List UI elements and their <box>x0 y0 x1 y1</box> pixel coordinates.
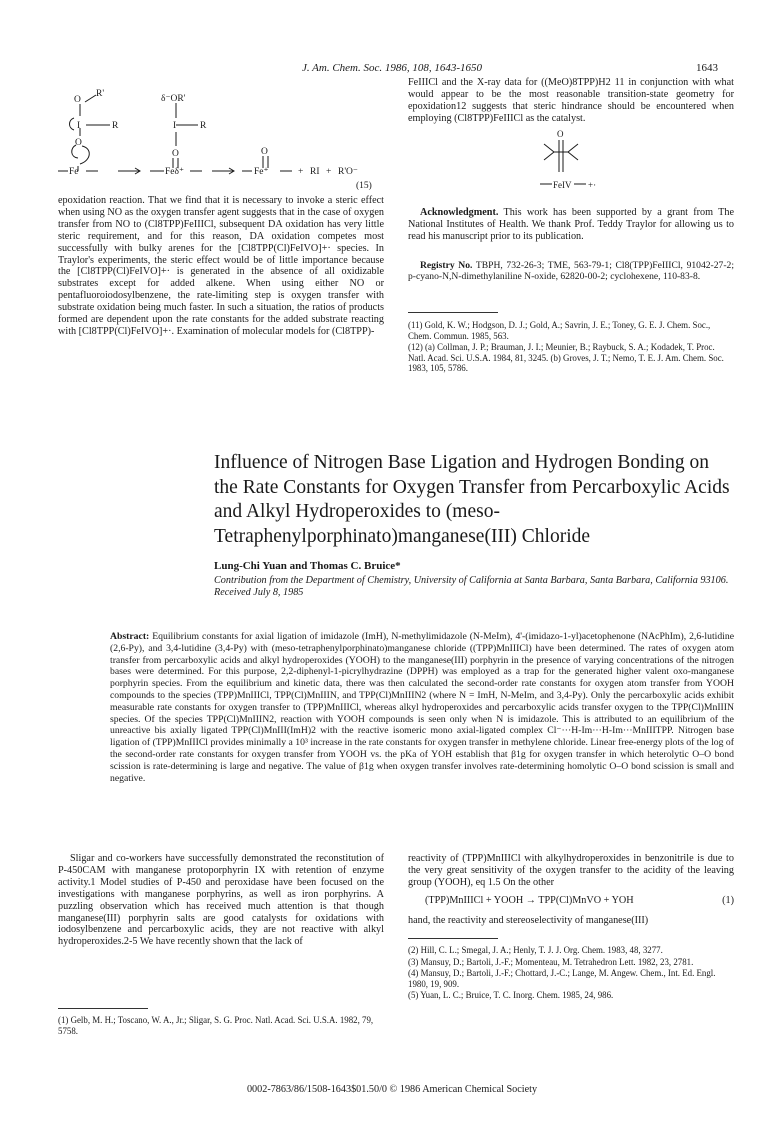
scheme-o-3: O <box>261 147 268 157</box>
journal-header: J. Am. Chem. Soc. 1986, 108, 1643-1650 <box>301 62 483 74</box>
footnote-11: (11) Gold, K. W.; Hodgson, D. J.; Gold, A.; Savrin, J. E.; Toney, G. E. J. Chem. Soc., Chem. Commun. 1985, 563. <box>408 320 711 341</box>
left-top-paragraph: epoxidation reaction. That we find that it is necessary to invoke a steric effect when using NO as the oxygen transfer agent suggests that in the case of oxygen transfer from NO to (Cl8TPP)FeIIICl, subsequent DA oxidation has very little steric requirement, and for this reason, DA oxidation competes most successfully with bulky arenes for the [Cl8TPP(Cl)FeIVO]+· species. In Traylor's experiments, the steric effect would be of little importance because the [Cl8TPP(Cl)FeIVO]+· is generated in the absence of all oxidizable substrates except for added alkene. When using either NO or pentafluoroiodosylbenzene, the rate-limiting step is oxygen transfer with substrate oxidation being much faster. In such a situation, the ratios of products formed are dependent upon the rate constants for the added substrate reacting with [Cl8TPP(Cl)FeIVO]+·. Examination of molecular models for (Cl8TPP)- <box>58 195 384 337</box>
right-column-bottom-2 <box>408 915 734 927</box>
scheme-fe-delta: Feδ⁺ <box>165 167 184 177</box>
footnote-rule-top-right <box>408 312 498 313</box>
scheme-ro-minus: R'O⁻ <box>338 167 358 177</box>
footnote-rule-left <box>58 1008 148 1009</box>
abstract-text: Equilibrium constants for axial ligation of imidazole (ImH), N-methylimidazole (N-MeIm), 4'-(imidazo-1-yl)acetophenone (NAcPhIm), 2,6-lutidine (2,6-Py), and 3,4-lutidine (3,4-Py) with (meso-tetraphenylporphinato)manganese chloride ((TPP)MnIIICl) have been determined. The rates of oxygen atom transfer from percarboxylic acids and alkyl hydroperoxides (YOOH) to the manganese(III) porphyrin in the presence of varying concentrations of the nitrogen bases were determined. For this purpose, 2,2-diphenyl-1-picrylhydrazine (DPPH) was employed as a trap for the generated higher valent oxo-manganese porphyrin species. From the equilibrium and kinetic data, there was then calculated the second-order rate constants for oxygen atom transfer from YOOH compounds to the species (TPP)MnIIICl, TPP(Cl)MnIIIN, and TPP(Cl)MnIIIN2 (where N = ImH, N-MeIm, and 3,4-Py). Only the percarboxylic acids exhibit measurable rate constants for oxygen transfer to (TPP)MnIIICl, whereas alkyl hydroperoxides and percarboxylic acids transfer oxygen to the TPP(Cl)MnIIIN species. Of the species TPP(Cl)MnIIIN2, reaction with YOOH compounds is seen only when N is imidazole. This is attributed to an equilibrium of the unreactive bis axially ligated TPP(Cl)MnIII(ImH)2 with the reactive isomeric mono axial-ligated complex Cl⁻···H-Im···H-Im···MnIIITPP. Nitrogen base ligation of (TPP)MnIIICl provides minimally a 10³ increase in the rate constants for oxygen transfer in methylene chloride. Linear free-energy plots of the log of the second-order rate constants for oxygen transfer from YOOH vs. the pKa of YOH establish that β1g for oxygen transfer in which heterolytic O–O bond scission is rate-determining is large and negative. The value of β1g when oxygen transfer involves rate-determining homolytic O–O bond scission is small and negative. <box>110 631 735 784</box>
reaction-scheme-15 <box>58 88 378 200</box>
footnote-5: (5) Yuan, L. C.; Bruice, T. C. Inorg. Chem. 1985, 24, 986. <box>408 990 614 1001</box>
footnote-3: (3) Mansuy, D.; Bartoli, J.-F.; Momenteau, M. Tetrahedron Lett. 1982, 23, 2781. <box>408 956 694 967</box>
ack-text: This work has been supported by a grant from The National Institutes of Health. We thank Prof. Teddy Traylor for allowing us to read his manuscript prior to its publication. <box>408 207 734 242</box>
scheme-o-top: O <box>74 95 81 105</box>
scheme-fe-1: Fe <box>69 167 79 177</box>
page-footer: 0002-7863/86/1508-1643$01.50/0 © 1986 American Chemical Society <box>246 1084 538 1095</box>
right-column-top <box>408 77 734 125</box>
scheme-fe-plus: Fe⁺ <box>254 167 269 177</box>
intro-paragraph: Sligar and co-workers have successfully demonstrated the reconstitution of P-450CAM with manganese protoporphyrin IX with retention of enzyme activity.1 Model studies of P-450 and peroxidase have been focused on the investigations with manganese porphyrins, as well as iron porphyrins. A puzzling observation which has received much attention is that though manganese(III) porphyrin salts are good catalysts for oxidations with iodosylbenzene and percarboxylic acids, they are not reactive with alkyl hydroperoxides.2-5 We have recently shown that the lack of <box>58 853 384 948</box>
equation-1-text: (TPP)MnIIICl + YOOH → TPP(Cl)MnVO + YOH <box>425 895 634 906</box>
scheme-i: I <box>77 121 81 131</box>
footnote-4: (4) Mansuy, D.; Bartoli, J.-F.; Chottard, J.-C.; Lange, M. Angew. Chem., Int. Ed. Engl. 1980, 19, 909. <box>408 968 716 989</box>
right-bottom-paragraph-2: hand, the reactivity and stereoselectivity of manganese(III) <box>408 915 649 926</box>
left-column-top <box>58 195 384 338</box>
scheme-r: R <box>112 121 119 131</box>
abstract-label: Abstract: <box>110 631 150 642</box>
scheme-r-2: R <box>200 121 207 131</box>
scheme-ri: RI <box>310 167 320 177</box>
scheme-eq-number: (15) <box>356 181 372 191</box>
scheme-r-prime: R' <box>96 89 105 99</box>
scheme-delta-or: δ⁻OR' <box>161 94 186 104</box>
abstract <box>110 631 734 784</box>
article-affiliation: Contribution from the Department of Chemistry, University of California at Santa Barbara, Santa Barbara, California 93106. Received July 8, 1985 <box>214 575 729 598</box>
footnote-rule-bottom-right <box>408 938 498 939</box>
scheme-plus-2: + <box>326 167 332 177</box>
right-bottom-paragraph-1: reactivity of (TPP)MnIIICl with alkylhydroperoxides in benzonitrile is due to the very great sensitivity of the oxygen transfer to the acidity of the leaving group (YOOH), eq 1.5 On the other <box>408 853 734 888</box>
footnote-12: (12) (a) Collman, J. P.; Brauman, J. I.; Meunier, B.; Raybuck, S. A.; Kodadek, T. Proc. Natl. Acad. Sci. U.S.A. 1984, 81, 3245. (b) Groves, J. T.; Nemo, T. E. J. Am. Chem. Soc. 1983, 105, 5786. <box>408 342 724 374</box>
equation-1 <box>425 895 734 906</box>
scheme-plus-1: + <box>298 167 304 177</box>
scheme-i-2: I <box>173 121 177 131</box>
article-title: Influence of Nitrogen Base Ligation and Hydrogen Bonding on the Rate Constants for Oxygen Transfer from Percarboxylic Acids and Alkyl Hydroperoxides to (meso-Tetraphenylporphinato)manganese(III) Chloride <box>214 452 730 547</box>
equation-1-number: (1) <box>722 895 734 906</box>
oxoiron-radical: +· <box>588 180 597 190</box>
footnotes-left <box>58 1015 384 1037</box>
oxoiron-o: O <box>557 129 564 139</box>
footnotes-bottom-right <box>408 945 734 1002</box>
oxoiron-fe: FeIV <box>553 180 572 190</box>
left-column-bottom <box>58 853 384 948</box>
registry-heading: Registry No. <box>420 260 473 271</box>
right-top-paragraph: FeIIICl and the X-ray data for ((MeO)8TPP)H2 11 in conjunction with what would appear to be the most reasonable transition-state geometry for epoxidation12 suggests that steric hindrance should be encountered when employing (Cl8TPP)FeIIICl as the catalyst. <box>408 77 734 124</box>
registry-text: TBPH, 732-26-3; TME, 563-79-1; Cl8(TPP)FeIIICl, 91042-27-2; p-cyano-N,N-dimethylaniline N-oxide, 62820-00-2; cyclohexene, 110-83-8. <box>408 260 734 283</box>
scheme-o-2: O <box>172 149 179 159</box>
oxoiron-structure <box>530 128 620 192</box>
scheme-o-low: O <box>75 138 82 148</box>
footnote-2: (2) Hill, C. L.; Smegal, J. A.; Henly, T. J. J. Org. Chem. 1983, 48, 3277. <box>408 945 663 955</box>
ack-heading: Acknowledgment. <box>420 207 499 218</box>
acknowledgment <box>408 207 734 243</box>
registry-numbers <box>408 260 734 283</box>
article-authors: Lung-Chi Yuan and Thomas C. Bruice* <box>214 560 401 572</box>
page-number: 1643 <box>696 62 718 74</box>
footnotes-top-right <box>408 320 734 375</box>
right-column-bottom <box>408 853 734 889</box>
footnote-1: (1) Gelb, M. H.; Toscano, W. A., Jr.; Sligar, S. G. Proc. Natl. Acad. Sci. U.S.A. 1982, 79, 5758. <box>58 1015 374 1036</box>
